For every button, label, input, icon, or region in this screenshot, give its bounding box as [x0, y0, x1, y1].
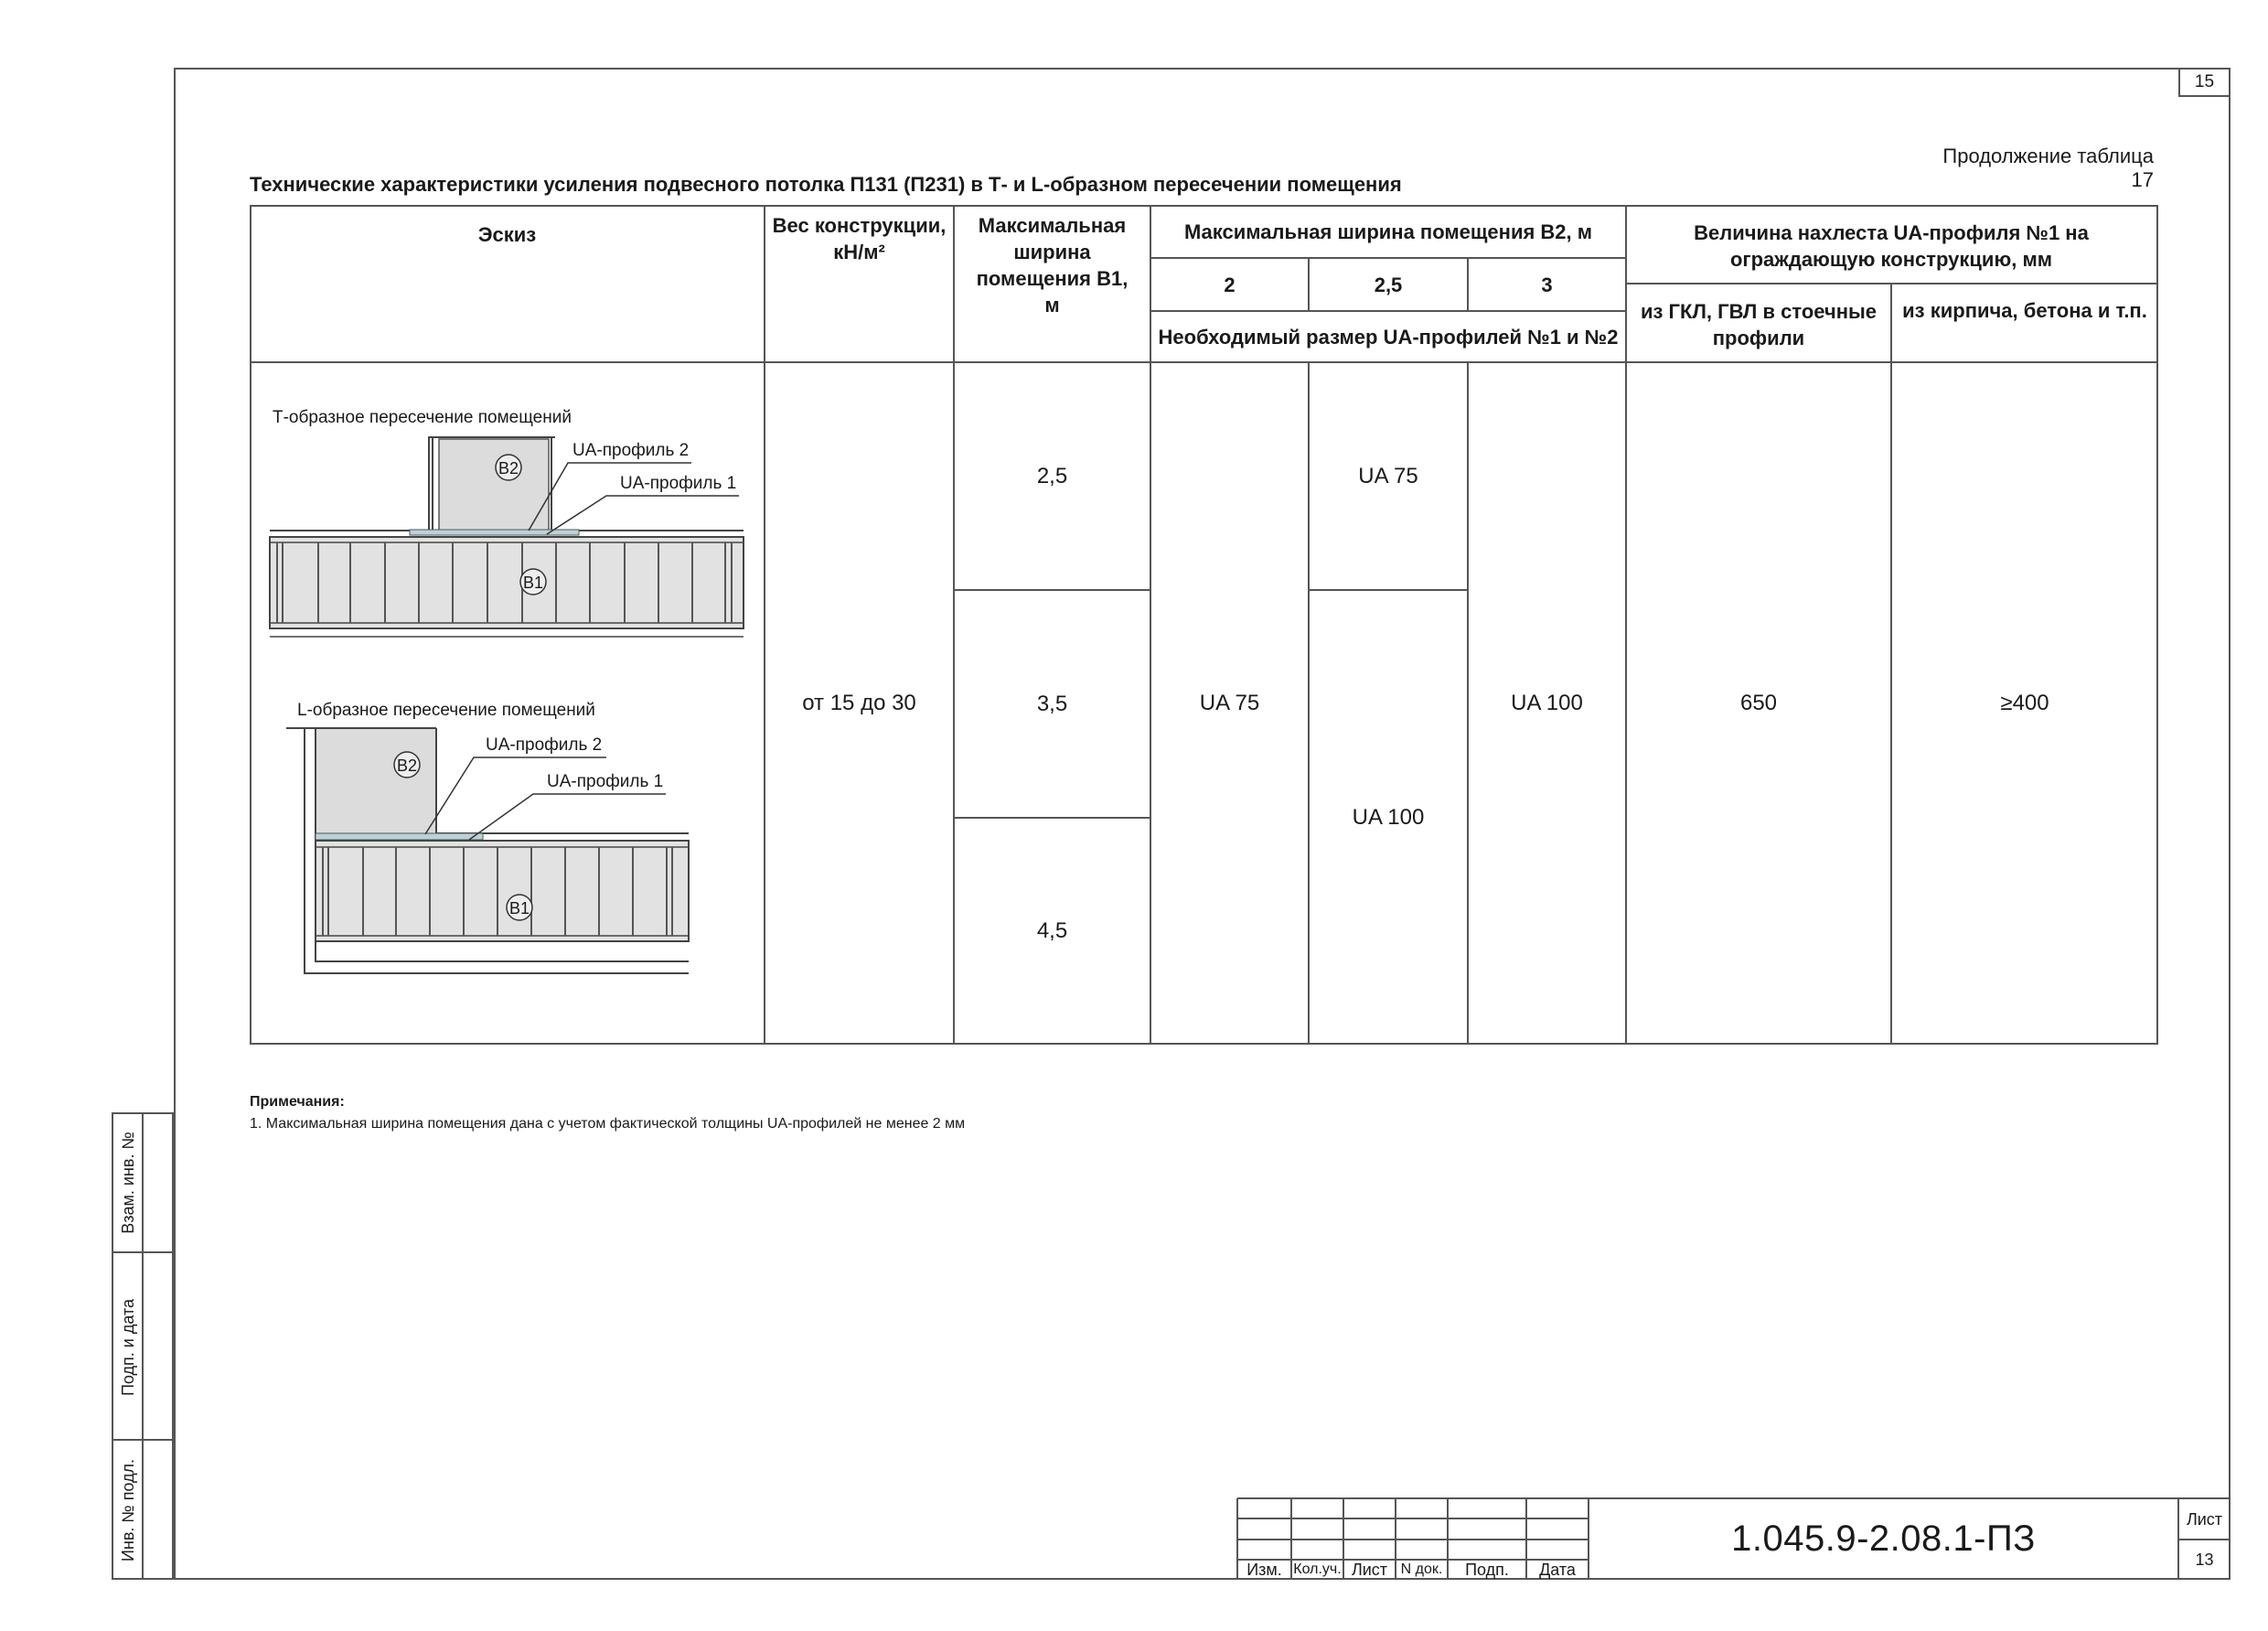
tb-koluch: Кол.уч. — [1293, 1561, 1342, 1577]
cell-overlap-gkl: 650 — [1739, 691, 1778, 715]
stamp-podp: Подп. и дата — [119, 1298, 137, 1397]
header-b2-25: 2,5 — [1374, 273, 1403, 296]
tb-data: Дата — [1539, 1560, 1576, 1579]
tb-ndok: N док. — [1400, 1561, 1443, 1577]
table-title: Технические характеристики усиления подвесного потолка П131 (П231) в Т- и L-образном пересечении помещения — [250, 173, 1402, 196]
stamp-vzam: Взам. инв. № — [119, 1132, 137, 1234]
header-max-b2: Максимальная ширина помещения B2, м — [1183, 220, 1593, 243]
sketch-drawing — [250, 362, 765, 1045]
l-b2-label: B2 — [396, 756, 418, 775]
l-title: L-образное пересечение помещений — [297, 701, 595, 720]
t-intersection-sketch — [270, 408, 744, 637]
t-profile1-label: UA-профиль 1 — [620, 474, 737, 493]
header-b2-3: 3 — [1541, 273, 1553, 296]
tb-izm: Изм. — [1246, 1560, 1282, 1579]
header-required-size: Необходимый размер UA-профилей №1 и №2 — [1158, 325, 1619, 349]
spec-table — [250, 205, 2158, 1045]
page-number: 15 — [2178, 68, 2231, 97]
cell-b1-45: 4,5 — [1036, 918, 1068, 943]
cell-overlap-brick: ≥400 — [2000, 691, 2049, 715]
cell-b1-35: 3,5 — [1036, 691, 1068, 716]
tb-sheet-number: 13 — [2195, 1550, 2214, 1569]
t-title: Т-образное пересечение помещений — [273, 408, 572, 427]
l-intersection-sketch — [286, 701, 689, 973]
stamp-inv: Инв. № подл. — [119, 1458, 137, 1562]
t-profile2-label: UA-профиль 2 — [572, 441, 690, 460]
continuation-label: Продолжение таблица 17 — [1942, 145, 2154, 191]
header-overlap: Величина нахлеста UA-профиля №1 на ограждающую конструкцию, мм — [1694, 221, 2089, 271]
header-sketch: Эскиз — [477, 222, 537, 246]
t-b1-label: B1 — [522, 574, 544, 592]
cell-col-25-bottom: UA 100 — [1352, 804, 1425, 830]
cell-col-3: UA 100 — [1511, 691, 1583, 715]
header-overlap-brick: из кирпича, бетона и т.п. — [1902, 298, 2147, 322]
left-stamp — [112, 1112, 174, 1580]
tb-podp: Подп. — [1465, 1560, 1509, 1579]
note-item-1: 1. Максимальная ширина помещения дана с учетом фактической толщины UA-профилей не менее 2 мм — [250, 1116, 966, 1132]
cell-col-25-top: UA 75 — [1358, 463, 1418, 488]
cell-weight: от 15 до 30 — [802, 691, 916, 715]
tb-sheet-label: Лист — [2186, 1509, 2223, 1529]
tb-list: Лист — [1351, 1560, 1388, 1579]
l-profile2-label: UA-профиль 2 — [486, 735, 603, 755]
header-max-b1: Максимальная ширина помещения B1, м — [976, 214, 1129, 317]
l-profile1-label: UA-профиль 1 — [547, 772, 664, 791]
cell-col-2: UA 75 — [1199, 691, 1260, 715]
header-b2-2: 2 — [1224, 273, 1236, 296]
header-overlap-gkl: из ГКЛ, ГВЛ в стоечные профили — [1640, 300, 1878, 349]
notes-title: Примечания: — [250, 1094, 345, 1110]
cell-b1-25: 2,5 — [1036, 463, 1068, 488]
document-number: 1.045.9-2.08.1-ПЗ — [1731, 1518, 2036, 1559]
header-weight: Вес конструкции, кН/м² — [772, 214, 947, 263]
l-b1-label: B1 — [508, 899, 530, 917]
t-b2-label: B2 — [497, 459, 519, 477]
